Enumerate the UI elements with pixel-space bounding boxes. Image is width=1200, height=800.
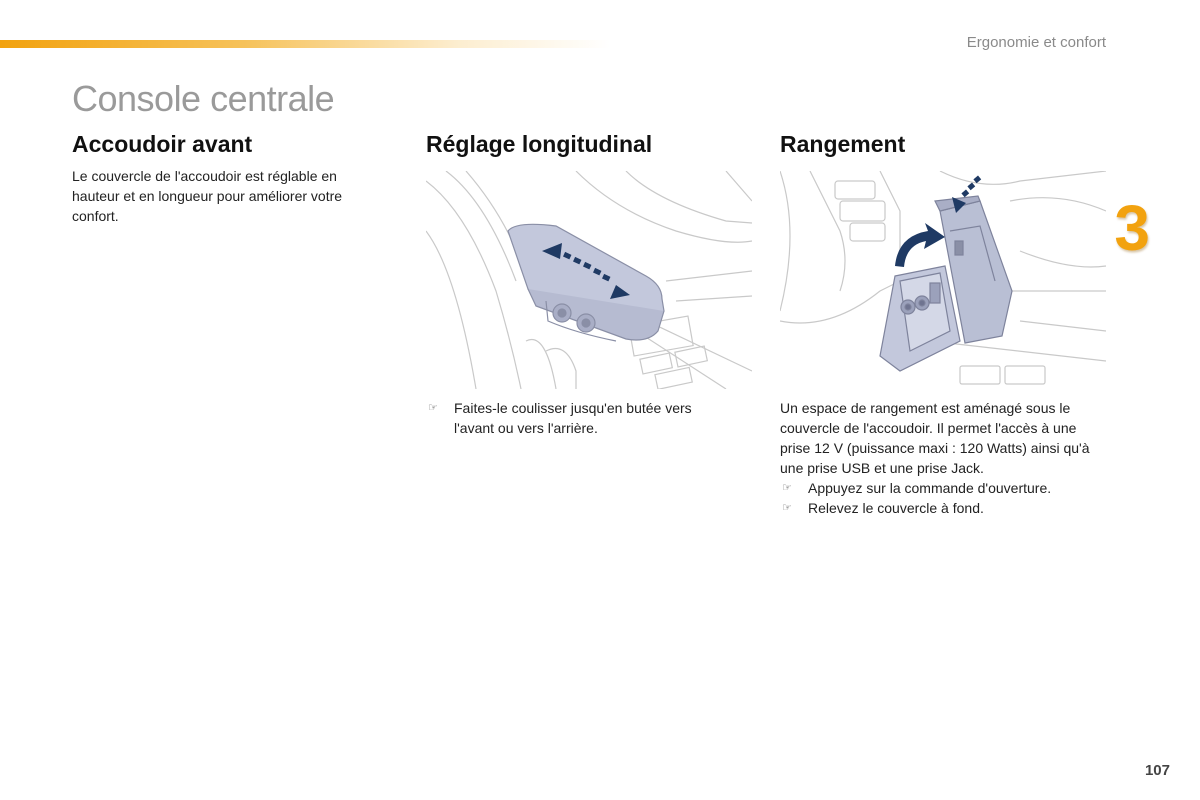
- pointing-hand-icon: ☞: [428, 402, 438, 414]
- rangement-intro: Un espace de rangement est aménagé sous le couvercle de l'accoudoir. Il permet l'accès à une prise 12 V (puissance maxi : 120 Watts) ainsi qu'à une prise USB et une prise Jack.: [780, 400, 1090, 476]
- pointing-hand-icon: ☞: [782, 482, 792, 494]
- instruction-text: Faites-le coulisser jusqu'en butée vers l'avant ou vers l'arrière.: [454, 400, 692, 436]
- rangement-instructions: [780, 478, 1100, 518]
- storage-open-drawing: [780, 171, 1106, 389]
- reglage-instructions: [426, 398, 726, 438]
- header-accent-bar: [0, 40, 610, 48]
- instruction-text: Relevez le couvercle à fond.: [808, 500, 984, 516]
- chapter-number: 3: [1114, 192, 1150, 264]
- page-number: 107: [1144, 762, 1170, 779]
- page-title: Console centrale: [72, 78, 335, 119]
- instruction-text: Appuyez sur la commande d'ouverture.: [808, 480, 1052, 496]
- heading-rangement: Rangement: [780, 131, 906, 157]
- list-item: [780, 498, 1100, 518]
- list-item: [426, 398, 726, 438]
- armrest-slide-drawing: [426, 171, 752, 389]
- armrest-slide-illustration: [426, 171, 752, 389]
- accoudoir-description: Le couvercle de l'accoudoir est réglable en hauteur et en longueur pour améliorer votre confort.: [72, 168, 343, 224]
- list-item: [780, 478, 1100, 498]
- rangement-content: [780, 398, 1100, 518]
- open-arrow-icon: [895, 223, 945, 267]
- section-header: Ergonomie et confort: [966, 34, 1106, 51]
- storage-open-illustration: [780, 171, 1106, 389]
- heading-reglage-longitudinal: Réglage longitudinal: [426, 131, 653, 157]
- pointing-hand-icon: ☞: [782, 502, 792, 514]
- heading-accoudoir-avant: Accoudoir avant: [72, 131, 253, 157]
